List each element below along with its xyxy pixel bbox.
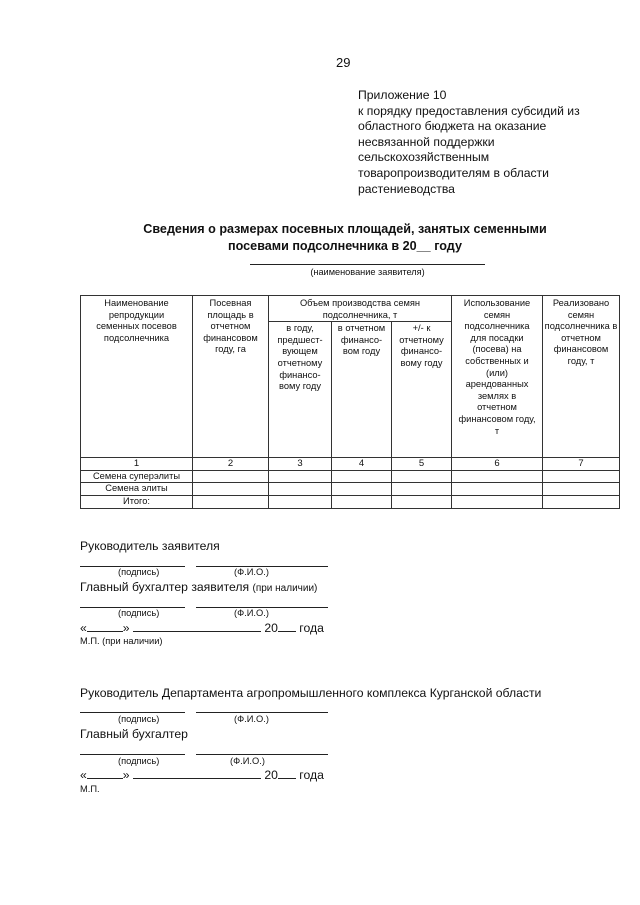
document-title-line2: посевами подсолнечника в 20__ году bbox=[228, 238, 462, 253]
table-cell bbox=[332, 495, 392, 508]
name-caption: (Ф.И.О.) bbox=[234, 567, 269, 577]
table-cell bbox=[332, 470, 392, 483]
header-col2: Посевная площадь в отчетном финансовом году, га bbox=[193, 296, 269, 458]
header-group-volume: Объем производства семян подсолнечника, т bbox=[269, 296, 452, 322]
signature-line bbox=[80, 712, 185, 713]
month-blank bbox=[133, 769, 261, 779]
column-number-row bbox=[81, 458, 620, 471]
accountant-note: (при наличии) bbox=[252, 583, 318, 594]
table-cell bbox=[543, 470, 620, 483]
column-number: 2 bbox=[193, 458, 269, 471]
table-cell bbox=[193, 470, 269, 483]
year-prefix: 20 bbox=[264, 768, 278, 782]
table-cell bbox=[332, 483, 392, 496]
applicant-name-line bbox=[250, 264, 485, 265]
date-open-quote: « bbox=[80, 621, 87, 635]
year-suffix: года bbox=[299, 621, 324, 635]
department-date-line bbox=[80, 768, 324, 782]
date-close-quote: » bbox=[122, 768, 130, 782]
column-number: 1 bbox=[81, 458, 193, 471]
header-col4: в отчетном финансо-вом году bbox=[332, 322, 392, 458]
department-head-label: Руководитель Департамента агропромышленного комплекса Курганской области bbox=[80, 686, 542, 700]
month-blank bbox=[133, 622, 261, 632]
column-number: 3 bbox=[269, 458, 332, 471]
document-title bbox=[120, 221, 570, 254]
appendix-note bbox=[358, 88, 628, 197]
name-caption: (Ф.И.О.) bbox=[230, 756, 265, 766]
table-cell bbox=[193, 483, 269, 496]
page-number: 29 bbox=[336, 55, 351, 70]
applicant-accountant-label bbox=[80, 580, 317, 594]
name-caption: (Ф.И.О.) bbox=[234, 714, 269, 724]
stamp-note: М.П. bbox=[80, 784, 100, 794]
name-line bbox=[196, 754, 328, 755]
table-cell bbox=[543, 495, 620, 508]
column-number: 4 bbox=[332, 458, 392, 471]
seed-data-table bbox=[80, 295, 620, 509]
table-cell bbox=[543, 483, 620, 496]
table-row bbox=[81, 495, 620, 508]
day-blank bbox=[87, 622, 123, 632]
day-blank bbox=[87, 769, 123, 779]
year-suffix: года bbox=[299, 768, 324, 782]
row-label: Семена элиты bbox=[81, 483, 193, 496]
table-cell bbox=[452, 495, 543, 508]
signature-caption: (подпись) bbox=[118, 714, 160, 724]
table-cell bbox=[452, 470, 543, 483]
date-close-quote: » bbox=[122, 621, 130, 635]
signature-caption: (подпись) bbox=[118, 608, 160, 618]
table-row bbox=[81, 483, 620, 496]
table-cell bbox=[392, 483, 452, 496]
header-col6: Использование семян подсолнечника для посадки (посева) на собственных и (или) арендованных землях в отчетном финансовом году, т bbox=[452, 296, 543, 458]
header-col1: Наименование репродукции семенных посевов подсолнечника bbox=[81, 296, 193, 458]
signature-caption: (подпись) bbox=[118, 756, 160, 766]
name-caption: (Ф.И.О.) bbox=[234, 608, 269, 618]
applicant-name-caption: (наименование заявителя) bbox=[310, 267, 425, 277]
appendix-line: областного бюджета на оказание bbox=[358, 119, 547, 134]
column-number: 7 bbox=[543, 458, 620, 471]
stamp-note: М.П. (при наличии) bbox=[80, 636, 163, 646]
table-cell bbox=[392, 495, 452, 508]
column-number: 5 bbox=[392, 458, 452, 471]
date-open-quote: « bbox=[80, 768, 87, 782]
applicant-date-line bbox=[80, 621, 324, 635]
document-title-line1: Сведения о размерах посевных площадей, занятых семенными bbox=[143, 222, 547, 236]
year-prefix: 20 bbox=[264, 621, 278, 635]
year-blank bbox=[278, 769, 296, 779]
table-cell bbox=[193, 495, 269, 508]
appendix-line: несвязанной поддержки bbox=[358, 134, 495, 149]
appendix-line: растениеводства bbox=[358, 181, 455, 196]
table-cell bbox=[269, 495, 332, 508]
table-cell bbox=[452, 483, 543, 496]
appendix-line: сельскохозяйственным bbox=[358, 150, 490, 165]
header-col5: +/- к отчетному финансо-вому году bbox=[392, 322, 452, 458]
table-cell bbox=[269, 470, 332, 483]
column-number: 6 bbox=[452, 458, 543, 471]
department-accountant-label: Главный бухгалтер bbox=[80, 727, 188, 741]
applicant-head-label: Руководитель заявителя bbox=[80, 539, 220, 553]
appendix-line: Приложение 10 bbox=[358, 88, 447, 102]
table-row bbox=[81, 470, 620, 483]
table-header-row bbox=[81, 296, 620, 322]
row-label: Семена суперэлиты bbox=[81, 470, 193, 483]
accountant-title: Главный бухгалтер заявителя bbox=[80, 580, 250, 594]
year-blank bbox=[278, 622, 296, 632]
appendix-line: товаропроизводителям в области bbox=[358, 165, 549, 180]
row-label: Итого: bbox=[81, 495, 193, 508]
signature-line bbox=[80, 754, 185, 755]
signature-caption: (подпись) bbox=[118, 567, 160, 577]
table-cell bbox=[392, 470, 452, 483]
header-col3: в году, предшест-вующем отчетному финансо-вому году bbox=[269, 322, 332, 458]
appendix-line: к порядку предоставления субсидий из bbox=[358, 103, 580, 118]
header-col7: Реализовано семян подсолнечника в отчетном финансовом году, т bbox=[543, 296, 620, 458]
table-cell bbox=[269, 483, 332, 496]
name-line bbox=[196, 712, 328, 713]
